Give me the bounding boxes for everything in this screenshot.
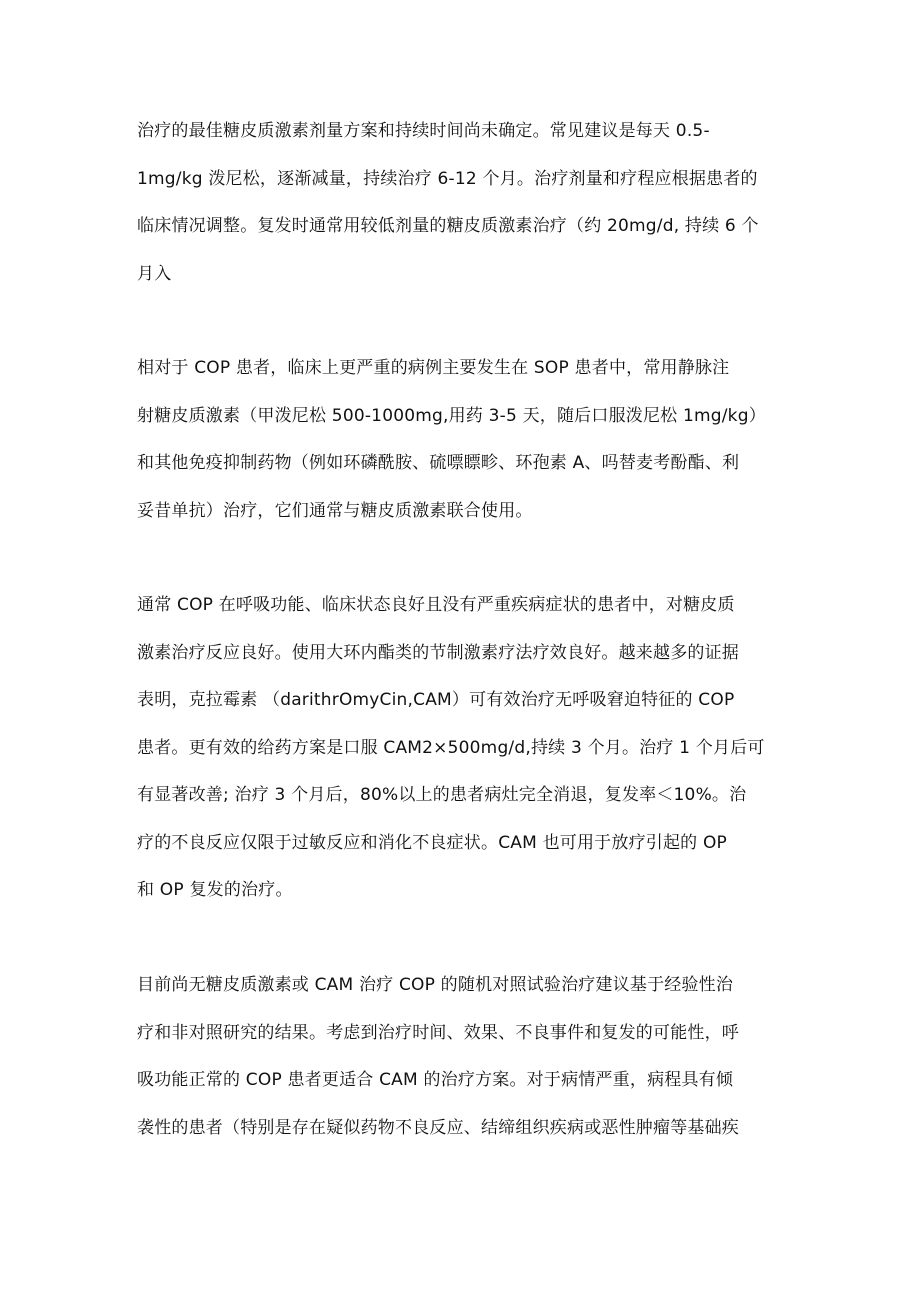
paragraph-evidence: 目前尚无糖皮质激素或 CAM 治疗 COP 的随机对照试验治疗建议基于经验性治 疗和非对照研究的结果。考虑到治疗时间、效果、不良事件和复发的可能性，呼 吸功能正常的 COP 患者更适合 CAM 的治疗方案。对于病情严重，病程具有倾 袭性的患者（特别是存在疑似药物不良反应、结缔组织疾病或恶性肿瘤等基础疾: [137, 975, 739, 1138]
paragraph-steroid-dosing: 治疗的最佳糖皮质激素剂量方案和持续时间尚未确定。常见建议是每天 0.5- 1mg/kg 泼尼松，逐渐减量，持续治疗 6-12 个月。治疗剂量和疗程应根据患者的 临床情况调整。复发时通常用较低剂量的糖皮质激素治疗（约 20mg/d, 持续 6 个 月入: [137, 121, 759, 284]
paragraph-sop-treatment: 相对于 COP 患者，临床上更严重的病例主要发生在 SOP 患者中，常用静脉注 射糖皮质激素（甲泼尼松 500-1000mg,用药 3-5 天，随后口服泼尼松 1mg/kg） 和其他免疫抑制药物（例如环磷酰胺、硫嘌瞟畛、环孢素 A、吗替麦考酚酯、利 妥昔单抗）治疗，它们通常与糖皮质激素联合使用。: [137, 358, 766, 521]
paragraph-clarithromycin: 通常 COP 在呼吸功能、临床状态良好且没有严重疾病症状的患者中，对糖皮质 激素治疗反应良好。使用大环内酯类的节制激素疗法疗效良好。越来越多的证据 表明，克拉霉素 （darithrOmyCin,CAM）可有效治疗无呼吸窘迫特征的 COP 患者。更有效的给药方案是口服 CAM2×500mg/d,持续 3 个月。治疗 1 个月后可 有显著改善; 治疗 3 个月后，80%以上的患者病灶完全消退，复发率＜10%。治 疗的不良反应仅限于过敏反应和消化不良症状。CAM 也可用于放疗引起的 OP 和 OP 复发的治疗。: [137, 595, 765, 900]
